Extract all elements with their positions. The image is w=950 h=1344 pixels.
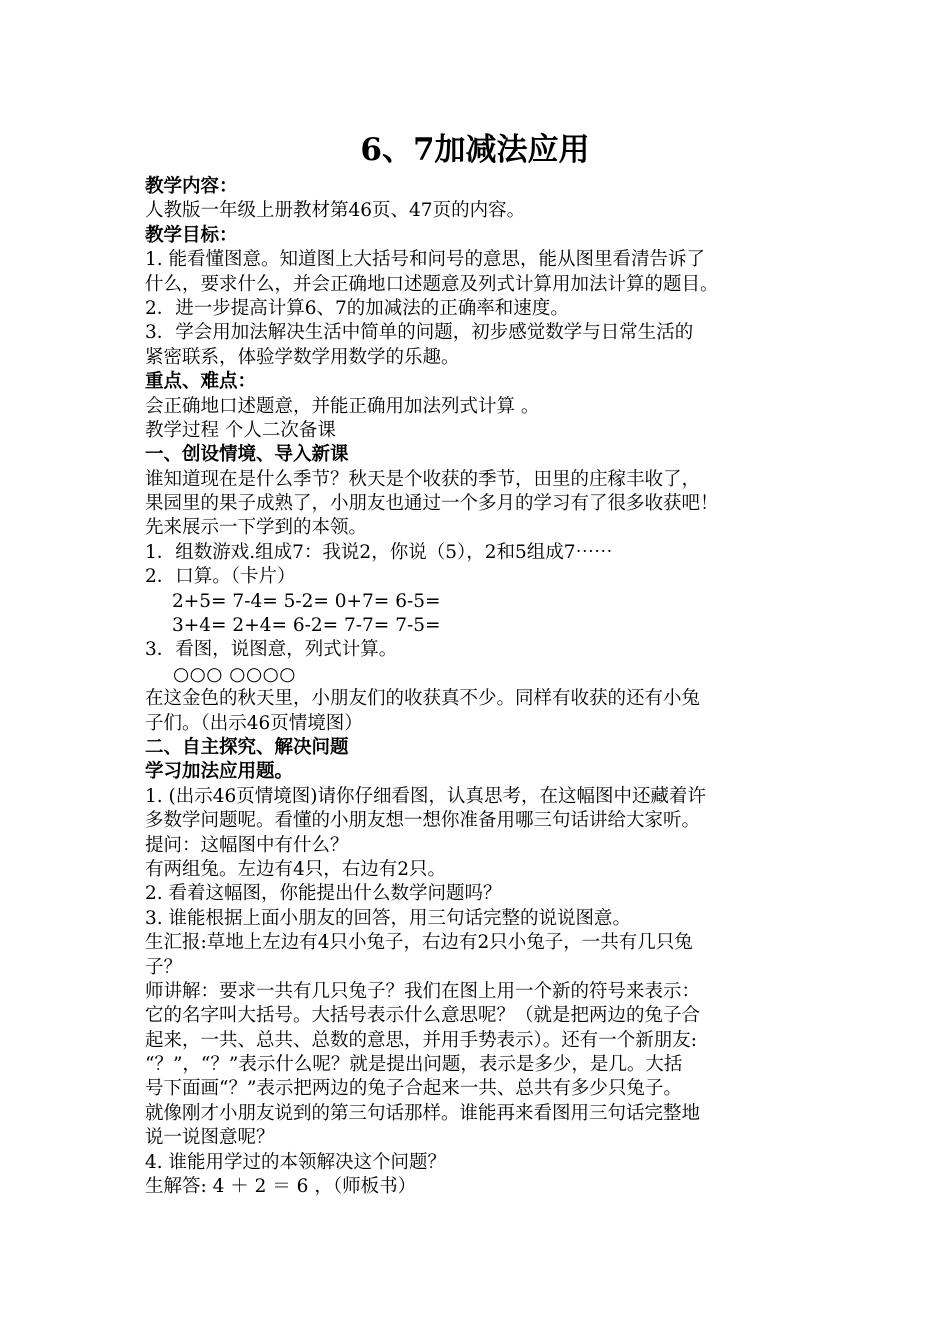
text-line: 提问：这幅图中有什么？ [145, 834, 349, 856]
text-line: 紧密联系，体验学数学用数学的乐趣。 [145, 346, 460, 368]
text-line: 教学过程 个人二次备课 [145, 419, 336, 441]
text-line: 2. 看着这幅图，你能提出什么数学问题吗？ [145, 883, 502, 905]
text-line: 子们。（出示46页情境图） [145, 712, 363, 734]
text-line: 果园里的果子成熟了，小朋友也通过一个多月的学习有了很多收获吧！ [145, 493, 719, 515]
text-line: 在这金色的秋天里，小朋友们的收获真不少。同样有收获的还有小兔 [145, 688, 701, 710]
text-line: 生解答: 4 ＋ 2 ＝ 6 ，（师板书） [145, 1176, 417, 1198]
text-line: 2．进一步提高计算6、7的加减法的正确率和速度。 [145, 297, 569, 319]
text-line: 2+5= 7-4= 5-2= 0+7= 6-5= [172, 590, 441, 612]
text-line: 4. 谁能用学过的本领解决这个问题？ [145, 1151, 447, 1173]
text-line: 什么，要求什么，并会正确地口述题意及列式计算用加法计算的题目。 [145, 273, 719, 295]
text-line: 3．学会用加法解决生活中简单的问题，初步感觉数学与日常生活的 [145, 322, 694, 344]
text-line: 会正确地口述题意，并能正确用加法列式计算 。 [145, 395, 540, 417]
text-line: 谁知道现在是什么季节？秋天是个收获的季节，田里的庄稼丰收了， [145, 468, 701, 490]
text-line: ○○○ ○○○○ [173, 663, 296, 685]
text-line: 3. 谁能根据上面小朋友的回答，用三句话完整的说说图意。 [145, 907, 632, 929]
text-line: 1. (出示46页情境图)请你仔细看图，认真思考，在这幅图中还藏着许 [145, 785, 707, 807]
text-line: 3+4= 2+4= 6-2= 7-7= 7-5= [172, 615, 441, 637]
section-heading: 一、创设情境、导入新课 [145, 444, 349, 466]
section-heading: 重点、难点： [145, 371, 257, 393]
text-line: 2．口算。（卡片） [145, 566, 296, 588]
text-line: 1．组数游戏.组成7：我说2，你说（5），2和5组成7⋯⋯ [145, 541, 613, 563]
text-line: 1. 能看懂图意。知道图上大括号和问号的意思，能从图里看清告诉了 [145, 249, 706, 271]
text-line: 起来，一共、总共、总数的意思，并用手势表示）。还有一个新朋友: [145, 1029, 697, 1051]
section-heading: 教学内容： [145, 176, 238, 197]
document-body [145, 175, 810, 1199]
section-heading: 教学目标： [145, 224, 238, 246]
text-line: 3．看图，说图意，列式计算。 [145, 639, 398, 661]
text-line: 就像刚才小朋友说到的第三句话那样。谁能再来看图用三句话完整地 [145, 1102, 701, 1124]
text-line: “？”，“？”表示什么呢？就是提出问题，表示是多少，是几。大括 [145, 1054, 683, 1076]
document-title: 6、7加减法应用 [360, 132, 590, 168]
section-heading: 学习加法应用题。 [145, 761, 294, 783]
text-line: 先来展示一下学到的本领。 [145, 517, 368, 539]
text-line: 有两组兔。左边有4只，右边有2只。 [145, 858, 447, 880]
text-line: 多数学问题呢。看懂的小朋友想一想你准备用哪三句话讲给大家听。 [145, 810, 701, 832]
text-line: 人教版一年级上册教材第46页、47页的内容。 [145, 200, 526, 222]
text-line: 师讲解：要求一共有几只兔子？我们在图上用一个新的符号来表示： [145, 980, 701, 1002]
section-heading: 二、自主探究、解决问题 [145, 736, 349, 758]
text-line: 说一说图意呢？ [145, 1127, 275, 1149]
text-line: 子？ [145, 956, 183, 978]
text-line: 生汇报:草地上左边有4只小兔子，右边有2只小兔子，一共有几只兔 [145, 932, 693, 954]
text-line: 号下面画“？”表示把两边的兔子合起来一共、总共有多少只兔子。 [145, 1078, 682, 1100]
text-line: 它的名字叫大括号。大括号表示什么意思呢？（就是把两边的兔子合 [145, 1005, 701, 1027]
